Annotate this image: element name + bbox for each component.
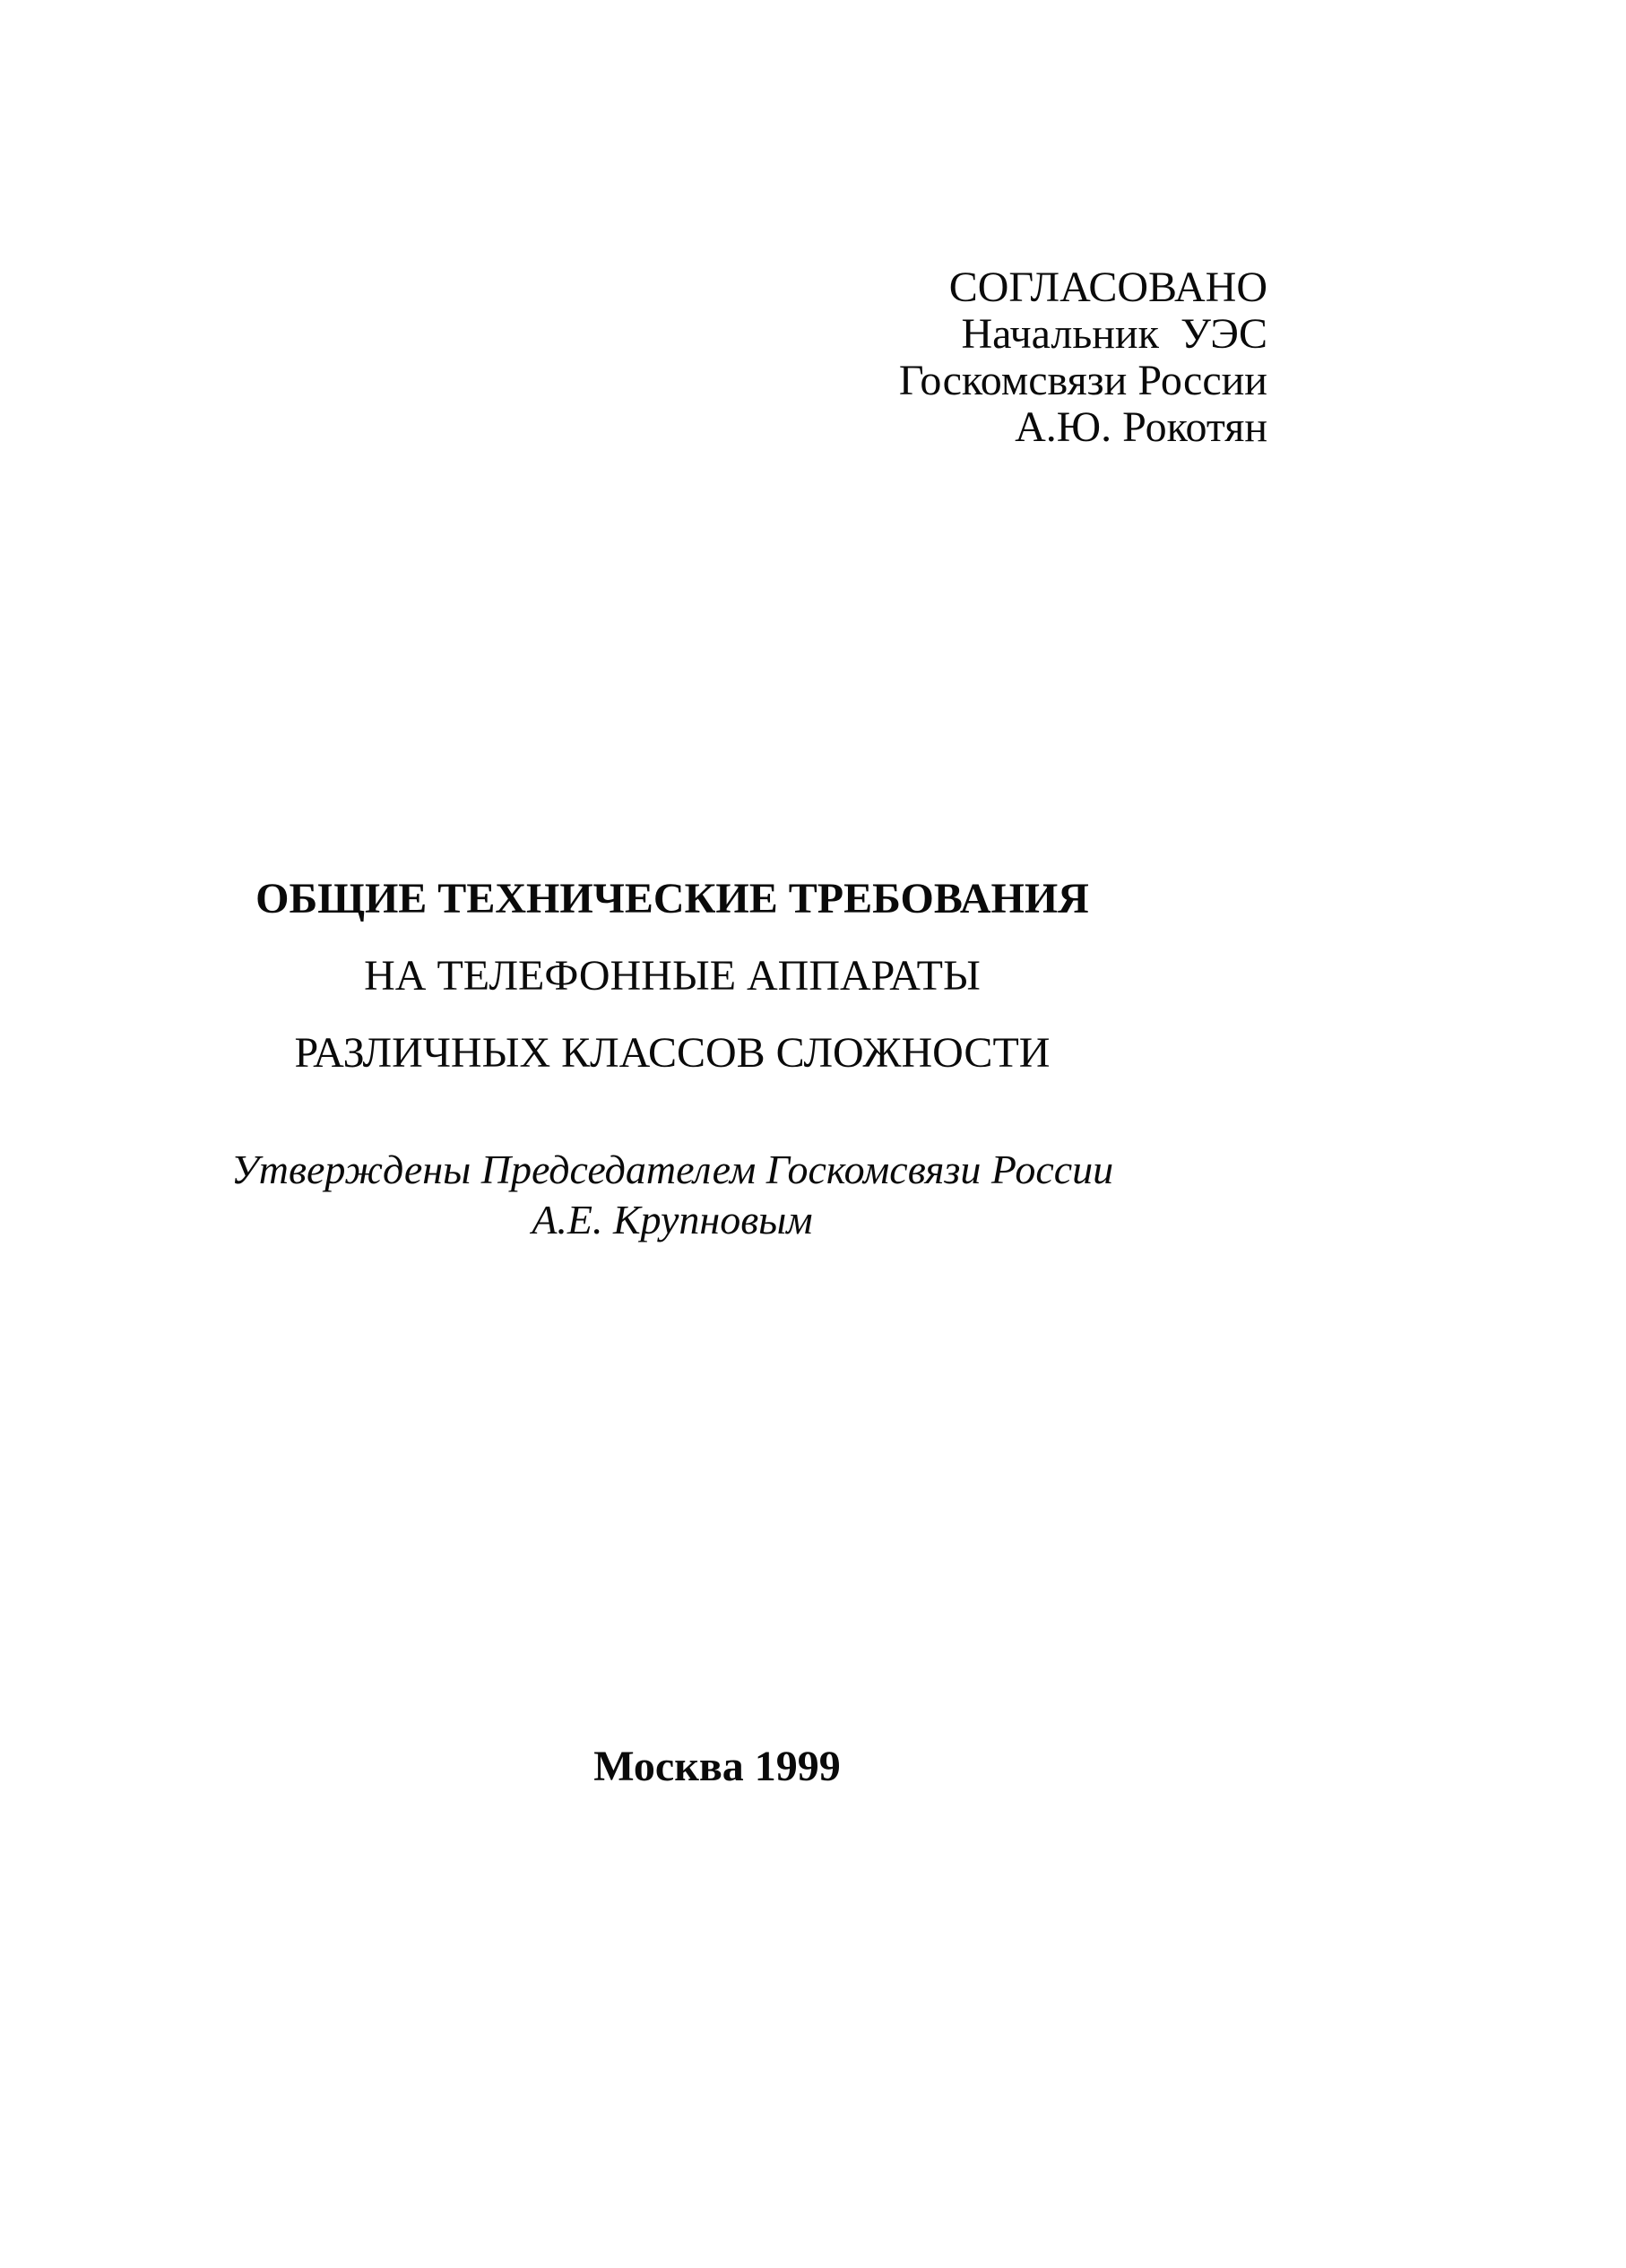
approval-organization: Госкомсвязи России xyxy=(898,357,1267,404)
approval-person: А.Ю. Рокотян xyxy=(1015,403,1267,451)
approved-by-block xyxy=(0,1145,1345,1245)
approved-by-line-2: А.Е. Крупновым xyxy=(532,1197,813,1242)
city-year: Москва 1999 xyxy=(593,1743,841,1790)
approval-heading: СОГЛАСОВАНО xyxy=(948,264,1267,311)
approved-by-line-1: Утверждены Председателем Госкомсвязи России xyxy=(230,1147,1114,1192)
title-line-2: НА ТЕЛЕФОННЫЕ АППАРАТЫ xyxy=(364,952,981,1000)
document-title xyxy=(0,861,1345,1092)
approval-position: Начальник УЭС xyxy=(961,310,1267,358)
title-line-1: ОБЩИЕ ТЕХНИЧЕСКИЕ ТРЕБОВАНИЯ xyxy=(255,875,1089,922)
title-line-3: РАЗЛИЧНЫХ КЛАССОВ СЛОЖНОСТИ xyxy=(294,1029,1051,1077)
approval-block xyxy=(899,264,1267,451)
